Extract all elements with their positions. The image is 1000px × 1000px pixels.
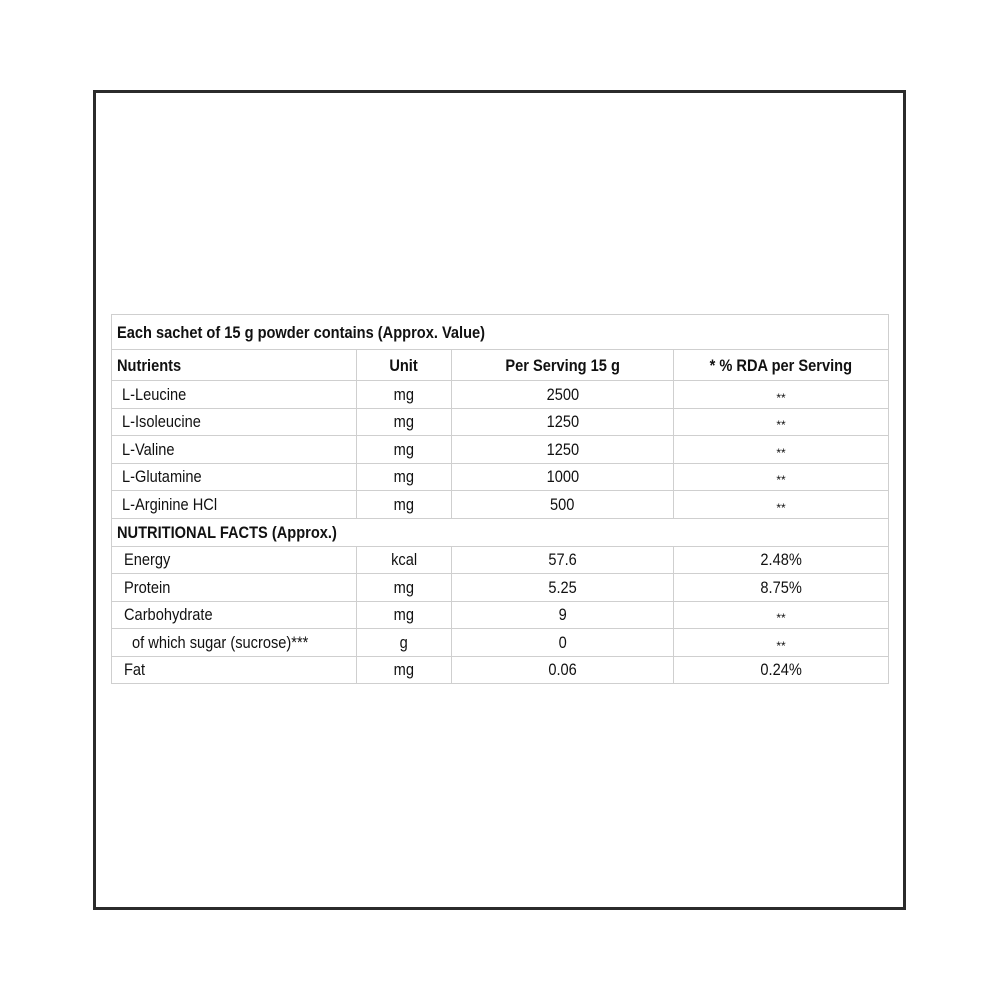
table-caption	[112, 315, 889, 350]
table-caption-row	[112, 315, 889, 350]
nutrient-per-serving: 57.6	[452, 546, 674, 574]
nutrient-rda: **	[674, 463, 889, 491]
nutrient-name: L-Valine	[112, 436, 357, 464]
nutrient-unit: kcal	[357, 546, 452, 574]
nutrient-unit: mg	[357, 408, 452, 436]
nutrient-unit: mg	[357, 436, 452, 464]
nutrient-name: L-Isoleucine	[112, 408, 357, 436]
nutrient-rda: **	[674, 408, 889, 436]
nutrient-unit: mg	[357, 491, 452, 519]
nutrient-unit: g	[357, 629, 452, 657]
nutrient-name: L-Glutamine	[112, 463, 357, 491]
nutrient-per-serving: 9	[452, 601, 674, 629]
nutrient-unit: mg	[357, 601, 452, 629]
nutrient-per-serving: 0	[452, 629, 674, 657]
nutrient-rda: 0.24%	[674, 656, 889, 684]
nutrient-name: L-Leucine	[112, 381, 357, 409]
section-heading-row	[112, 518, 889, 546]
nutrient-per-serving: 2500	[452, 381, 674, 409]
nutrient-rda: **	[674, 491, 889, 519]
table-row-carbohydrate	[112, 601, 889, 629]
table-row-energy	[112, 546, 889, 574]
nutrient-rda: **	[674, 381, 889, 409]
table-row-l-valine	[112, 436, 889, 464]
header-unit: Unit	[357, 350, 452, 381]
nutritional-facts-heading: NUTRITIONAL FACTS (Approx.)	[112, 518, 889, 546]
nutrient-per-serving: 0.06	[452, 656, 674, 684]
nutrient-rda: 2.48%	[674, 546, 889, 574]
nutrient-name: Fat	[112, 656, 357, 684]
nutrient-name: Carbohydrate	[112, 601, 357, 629]
nutrient-per-serving: 1250	[452, 408, 674, 436]
nutrient-unit: mg	[357, 381, 452, 409]
nutrient-name: L-Arginine HCl	[112, 491, 357, 519]
header-rda: * % RDA per Serving	[674, 350, 889, 381]
nutrient-unit: mg	[357, 574, 452, 602]
table-row-l-glutamine	[112, 463, 889, 491]
nutrient-per-serving: 500	[452, 491, 674, 519]
nutrient-per-serving: 1000	[452, 463, 674, 491]
nutrition-table-container	[111, 314, 888, 684]
table-row-protein	[112, 574, 889, 602]
nutrient-name: Protein	[112, 574, 357, 602]
header-per-serving: Per Serving 15 g	[452, 350, 674, 381]
table-row-l-leucine	[112, 381, 889, 409]
caption-text: Each sachet of 15 g powder contains (Approx. Value)	[117, 322, 486, 342]
nutrient-rda: **	[674, 436, 889, 464]
table-row-l-arginine-hcl	[112, 491, 889, 519]
table-row-sugar	[112, 629, 889, 657]
nutrient-rda: 8.75%	[674, 574, 889, 602]
table-header-row	[112, 350, 889, 381]
nutrient-unit: mg	[357, 463, 452, 491]
nutrient-rda: **	[674, 601, 889, 629]
nutrition-table	[111, 314, 889, 684]
table-row-l-isoleucine	[112, 408, 889, 436]
table-row-fat	[112, 656, 889, 684]
nutrient-rda: **	[674, 629, 889, 657]
nutrient-unit: mg	[357, 656, 452, 684]
header-nutrients: Nutrients	[112, 350, 357, 381]
nutrient-per-serving: 1250	[452, 436, 674, 464]
nutrient-name: of which sugar (sucrose)***	[112, 629, 357, 657]
nutrient-name: Energy	[112, 546, 357, 574]
nutrient-per-serving: 5.25	[452, 574, 674, 602]
